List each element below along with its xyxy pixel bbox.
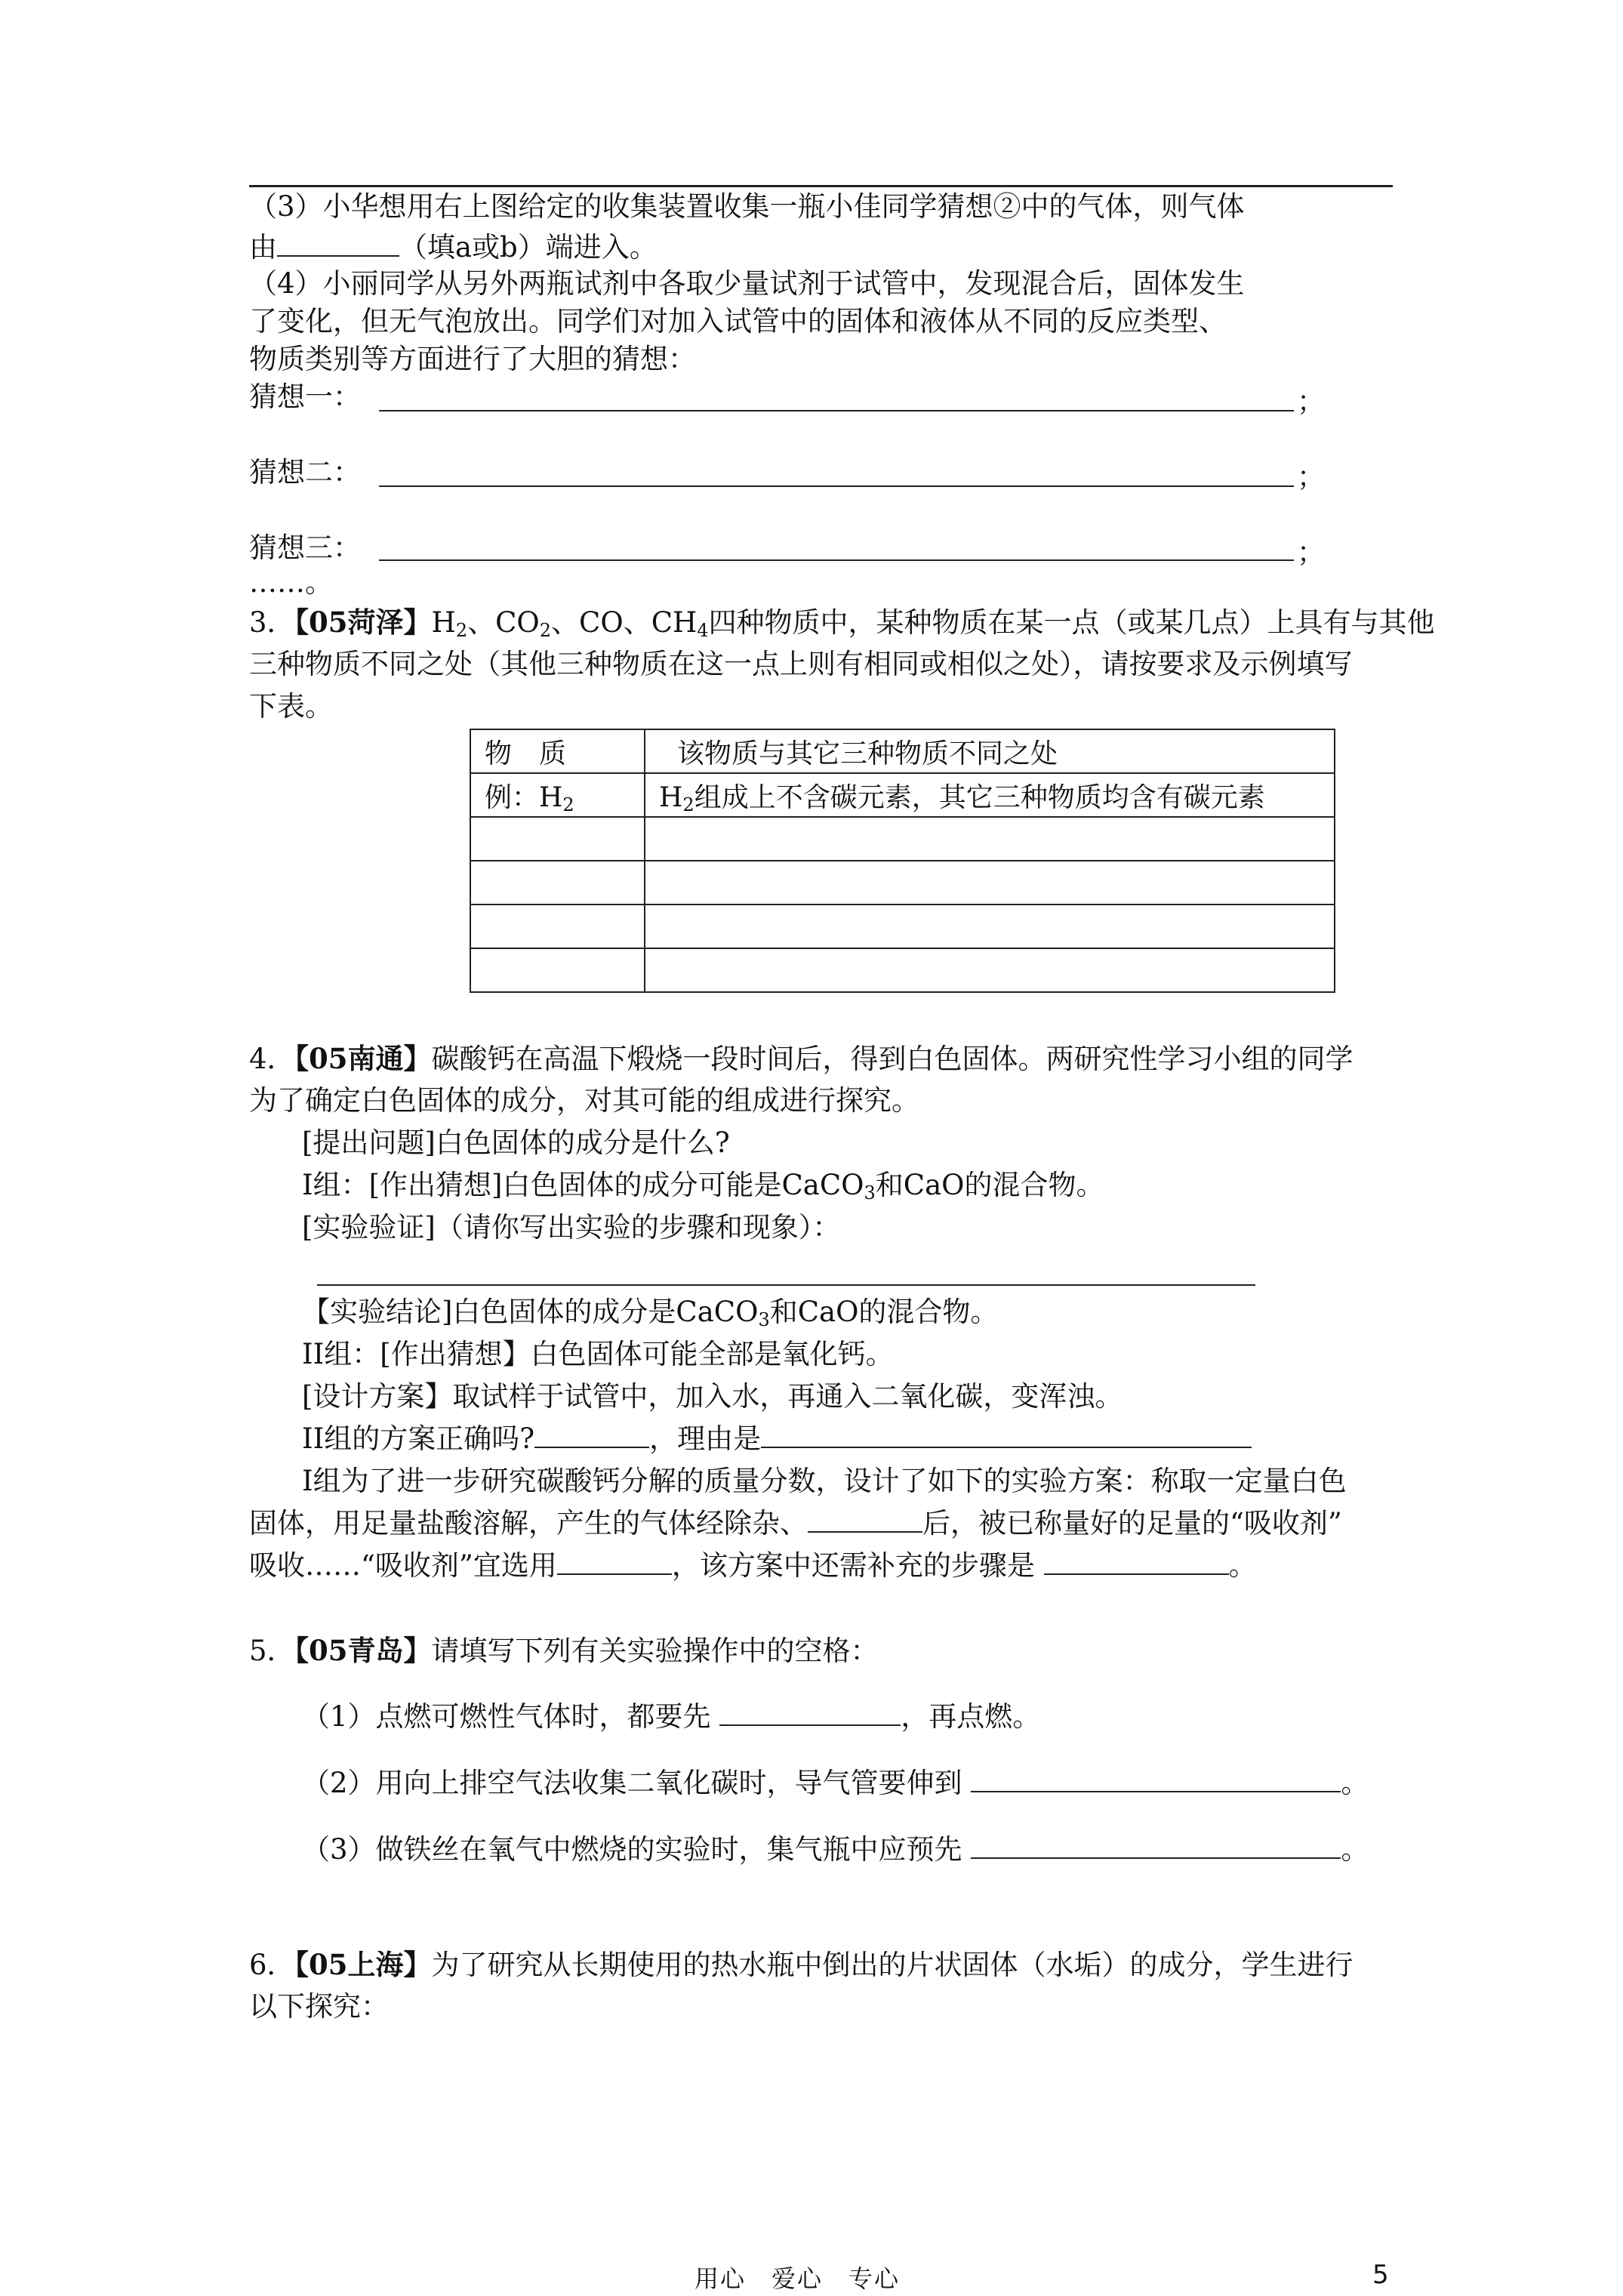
table-header-cell: 物 质 <box>470 729 645 773</box>
guess-line-3: 猜想三： <box>249 532 361 564</box>
question-5-item-3: （3）做铁丝在氧气中燃烧的实验时，集气瓶中应预先 。 <box>302 1833 1369 1866</box>
paragraph-line: 物质类别等方面进行了大胆的猜想： <box>249 343 696 375</box>
question-4-problem: [提出问题]白色固体的成分是什么? <box>302 1126 730 1159</box>
guess-line-2: 猜想二： <box>249 456 361 488</box>
answer-blank[interactable] <box>534 1421 649 1448</box>
ellipsis: ……。 <box>249 566 333 599</box>
table-cell[interactable] <box>645 861 1335 905</box>
table-cell: 例：$H_2$ <box>470 773 645 817</box>
table-cell[interactable] <box>470 948 645 992</box>
question-5-item-2: （2）用向上排空气法收集二氧化碳时，导气管要伸到 。 <box>302 1767 1369 1799</box>
answer-blank[interactable] <box>1044 1548 1229 1575</box>
question-6-line-2: 以下探究： <box>249 1990 389 2023</box>
answer-underline[interactable] <box>379 485 1294 487</box>
question-4-group2-correct: II组的方案正确吗? ，理由是 <box>302 1421 1252 1457</box>
table-cell[interactable] <box>645 817 1335 861</box>
question-4-verify: [实验验证]（请你写出实验的步骤和现象）： <box>302 1211 841 1244</box>
question-5-item-1: （1）点燃可燃性气体时，都要先 ，再点燃。 <box>302 1700 1041 1733</box>
table-cell[interactable] <box>470 817 645 861</box>
question-4-design: [设计方案】取试样于试管中，加入水，再通入二氧化碳，变浑浊。 <box>302 1380 1123 1413</box>
table-cell[interactable] <box>645 948 1335 992</box>
table-row <box>470 817 1335 861</box>
page-number: 5 <box>1372 2260 1389 2290</box>
table-row <box>470 905 1335 948</box>
table-cell[interactable] <box>470 861 645 905</box>
answer-blank[interactable] <box>719 1699 901 1726</box>
paragraph-line: （4）小丽同学从另外两瓶试剂中各取少量试剂于试管中，发现混合后，固体发生 <box>249 267 1245 300</box>
question-4-group2-guess: II组：[作出猜想】白色固体可能全部是氧化钙。 <box>302 1338 894 1370</box>
table-row <box>470 773 1335 817</box>
paragraph-line: （3）小华想用右上图给定的收集装置收集一瓶小佳同学猜想②中的气体，则气体 <box>249 190 1245 223</box>
substance-table <box>470 729 1335 993</box>
question-4-further-line-3: 吸收……“吸收剂”宜选用 ，该方案中还需补充的步骤是 。 <box>249 1549 1257 1582</box>
answer-blank[interactable] <box>277 230 399 257</box>
footer-motto: 用心 爱心 专心 <box>694 2264 901 2293</box>
question-4-line-1: 4．【05南通】碳酸钙在高温下煅烧一段时间后，得到白色固体。两研究性学习小组的同学 <box>249 1042 1354 1075</box>
table-header-cell: 该物质与其它三种物质不同之处 <box>645 729 1335 773</box>
paragraph-line: 了变化，但无气泡放出。同学们对加入试管中的固体和液体从不同的反应类型、 <box>249 305 1227 337</box>
question-3-line-1: 3．【05菏泽】$H_2$、$CO_2$、CO、$CH_4$四种物质中，某种物质在某一点（或某几点）上具有与其他 <box>249 606 1435 641</box>
header-rule <box>249 185 1393 187</box>
answer-blank[interactable] <box>808 1505 922 1533</box>
table-row <box>470 861 1335 905</box>
answer-underline[interactable] <box>379 410 1294 411</box>
paragraph-line: 由 （填a或b）端进入。 <box>249 231 658 264</box>
question-5-intro: 5．【05青岛】请填写下列有关实验操作中的空格： <box>249 1634 879 1667</box>
question-4-conclusion: 【实验结论]白色固体的成分是CaCO$_3$和CaO的混合物。 <box>302 1296 999 1330</box>
question-4-line-2: 为了确定白色固体的成分，对其可能的组成进行探究。 <box>249 1084 919 1117</box>
table-cell[interactable] <box>470 905 645 948</box>
table-cell: $H_2$组成上不含碳元素，其它三种物质均含有碳元素 <box>645 773 1335 817</box>
answer-blank[interactable] <box>557 1548 672 1575</box>
semicolon: ； <box>1297 536 1325 569</box>
question-3-line-2: 三种物质不同之处（其他三种物质在这一点上则有相同或相似之处），请按要求及示例填写 <box>249 648 1353 680</box>
table-row <box>470 948 1335 992</box>
table-row <box>470 729 1335 773</box>
semicolon: ； <box>1297 385 1325 418</box>
guess-line-1: 猜想一： <box>249 381 361 413</box>
semicolon: ； <box>1297 461 1325 493</box>
table-cell[interactable] <box>645 905 1335 948</box>
answer-blank[interactable] <box>971 1765 1341 1792</box>
question-4-further-line-2: 固体，用足量盐酸溶解，产生的气体经除杂、 后，被已称量好的足量的“吸收剂” <box>249 1507 1342 1539</box>
answer-blank[interactable] <box>761 1421 1252 1448</box>
question-6-line-1: 6．【05上海】为了研究从长期使用的热水瓶中倒出的片状固体（水垢）的成分，学生进行 <box>249 1948 1354 1981</box>
answer-blank[interactable] <box>971 1832 1341 1859</box>
question-3-line-3: 下表。 <box>249 690 333 723</box>
question-4-group1-guess: I组：[作出猜想]白色固体的成分可能是CaCO$_3$和CaO的混合物。 <box>302 1169 1104 1203</box>
answer-underline[interactable] <box>379 559 1294 561</box>
answer-underline[interactable] <box>317 1284 1255 1286</box>
question-4-further-line-1: I组为了进一步研究碳酸钙分解的质量分数，设计了如下的实验方案：称取一定量白色 <box>302 1465 1347 1497</box>
